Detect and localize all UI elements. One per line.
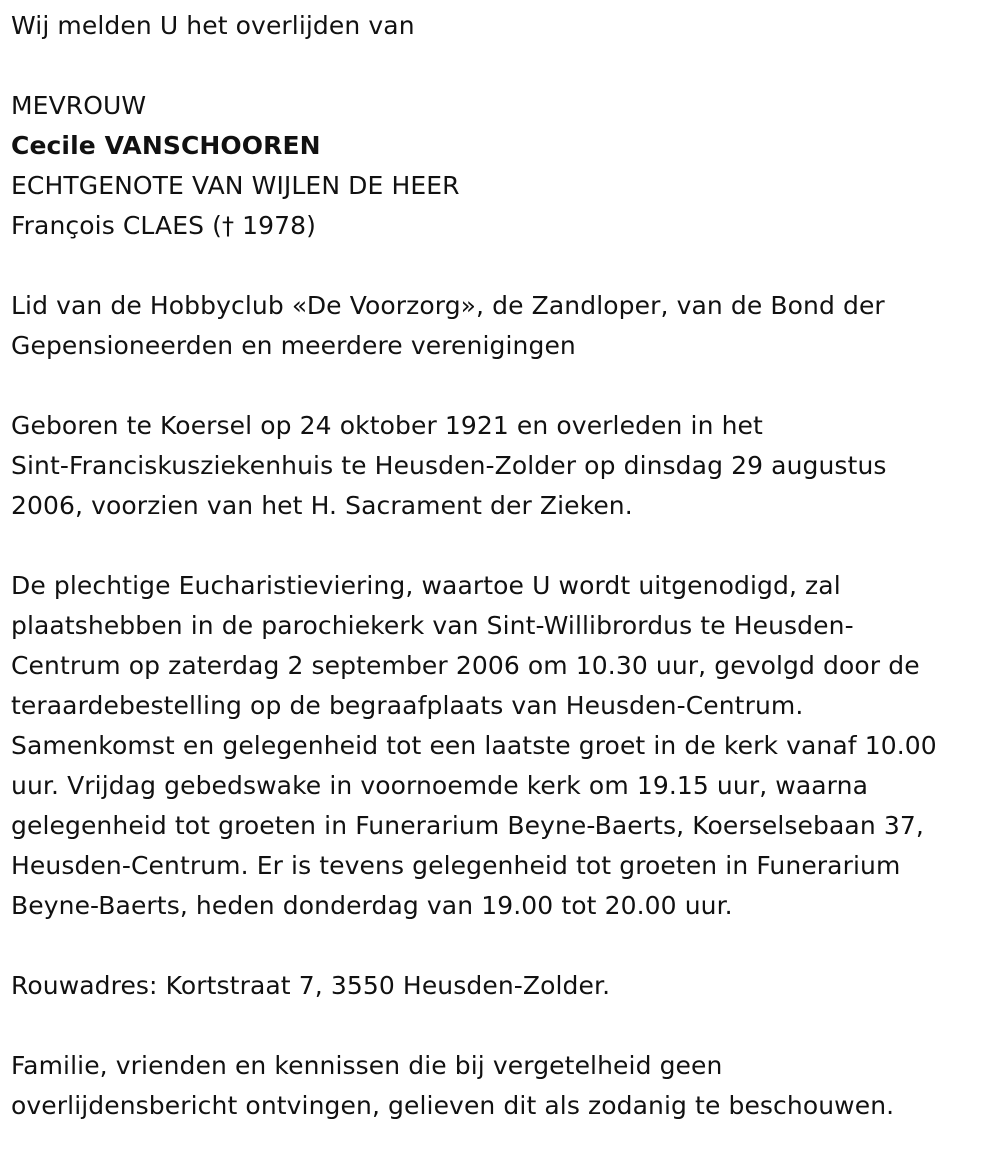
text-line: Beyne-Baerts, heden donderdag van 19.00 tot 20.00 uur.: [11, 891, 733, 920]
spouse-line: [11, 206, 991, 246]
text-line: Lid van de Hobbyclub «De Voorzorg», de Zandloper, van de Bond der: [11, 291, 885, 320]
spouse-name: François CLAES (: [11, 211, 222, 240]
text-line: Sint-Franciskusziekenhuis te Heusden-Zolder op dinsdag 29 augustus: [11, 451, 887, 480]
text-line: overlijdensbericht ontvingen, gelieven dit als zodanig te beschouwen.: [11, 1091, 895, 1120]
salutation: MEVROUW: [11, 91, 147, 120]
death-notice: [11, 0, 991, 1126]
text-line: Familie, vrienden en kennissen die bij vergetelheid geen: [11, 1051, 723, 1080]
intro-line: Wij melden U het overlijden van: [11, 11, 415, 40]
spacer: [11, 926, 991, 966]
spacer: [11, 46, 991, 86]
ceremony-paragraph: [11, 566, 991, 926]
text-line: Samenkomst en gelegenheid tot een laatste groet in de kerk vanaf 10.00: [11, 731, 937, 760]
spacer: [11, 526, 991, 566]
text-line: 2006, voorzien van het H. Sacrament der Zieken.: [11, 491, 633, 520]
mourning-address: Rouwadres: Kortstraat 7, 3550 Heusden-Zolder.: [11, 971, 611, 1000]
name-block: [11, 86, 991, 246]
relation-line: ECHTGENOTE VAN WIJLEN DE HEER: [11, 171, 460, 200]
spouse-death-year: 1978): [242, 211, 317, 240]
spacer: [11, 1006, 991, 1046]
text-line: gelegenheid tot groeten in Funerarium Beyne-Baerts, Koerselsebaan 37,: [11, 811, 924, 840]
text-line: plaatshebben in de parochiekerk van Sint-Willibrordus te Heusden-: [11, 611, 854, 640]
text-line: Gepensioneerden en meerdere verenigingen: [11, 331, 576, 360]
text-line: teraardebestelling op de begraafplaats van Heusden-Centrum.: [11, 691, 804, 720]
membership-paragraph: [11, 286, 991, 366]
deceased-name: Cecile VANSCHOOREN: [11, 131, 321, 160]
spacer: [11, 366, 991, 406]
text-line: Heusden-Centrum. Er is tevens gelegenheid tot groeten in Funerarium: [11, 851, 901, 880]
birth-death-paragraph: [11, 406, 991, 526]
spacer: [11, 246, 991, 286]
text-line: De plechtige Eucharistieviering, waartoe U wordt uitgenodigd, zal: [11, 571, 841, 600]
closing-paragraph: [11, 1046, 991, 1126]
cross-icon: †: [222, 212, 235, 240]
text-line: uur. Vrijdag gebedswake in voornoemde kerk om 19.15 uur, waarna: [11, 771, 868, 800]
text-line: Centrum op zaterdag 2 september 2006 om 10.30 uur, gevolgd door de: [11, 651, 920, 680]
text-line: Geboren te Koersel op 24 oktober 1921 en overleden in het: [11, 411, 763, 440]
